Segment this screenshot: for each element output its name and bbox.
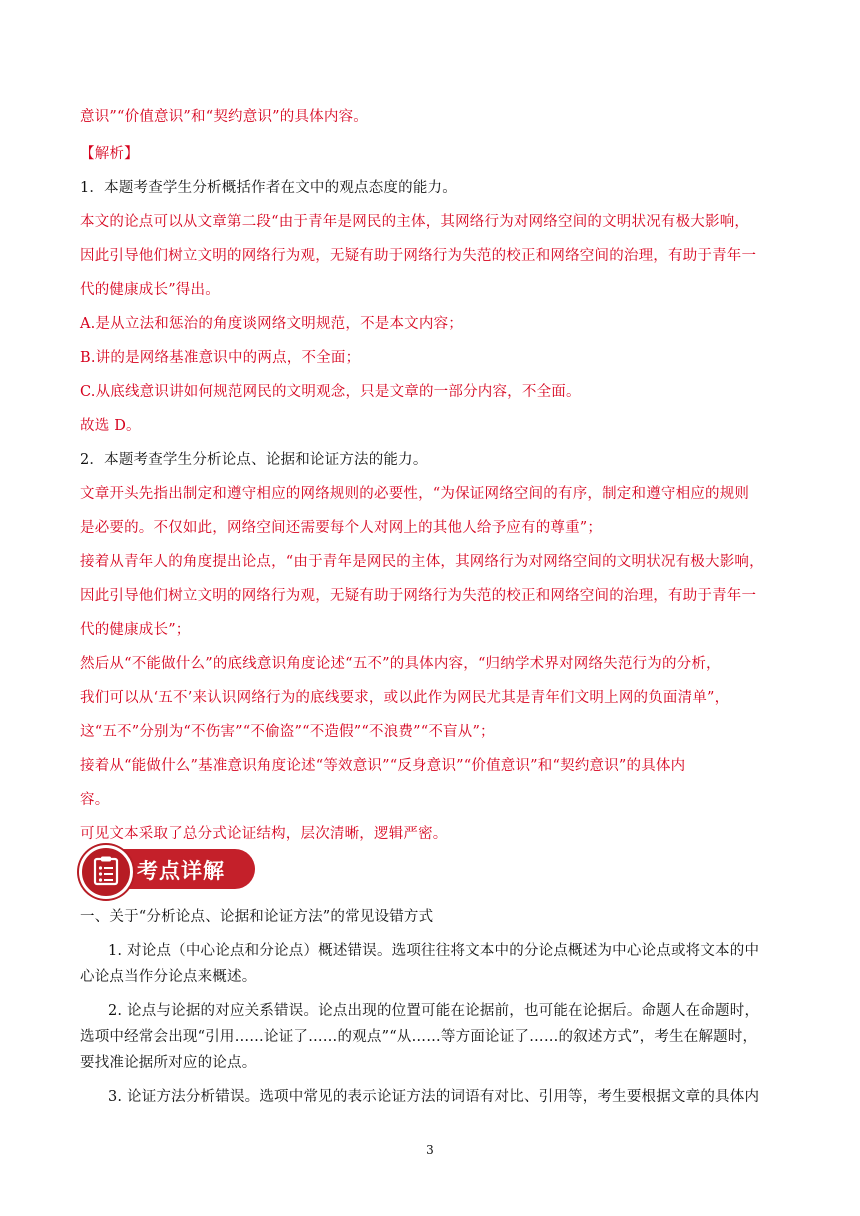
- analysis-option-a: A.是从立法和惩治的角度谈网络文明规范，不是本文内容；: [80, 316, 463, 332]
- analysis-line: 代的健康成长”得出。: [80, 282, 220, 298]
- details-point-3: 3. 论证方法分析错误。选项中常见的表示论证方法的词语有对比、引用等，考生要根据文章的具体内: [108, 1089, 760, 1105]
- analysis-question-2: 2．本题考查学生分析论点、论据和论证方法的能力。: [80, 452, 428, 468]
- analysis-line: 因此引导他们树立文明的网络行为观，无疑有助于网络行为失范的校正和网络空间的治理，有助于青年一: [80, 248, 757, 264]
- analysis-answer: 故选 D。: [80, 418, 141, 434]
- analysis-line: 接着从青年人的角度提出论点，“由于青年是网民的主体，其网络行为对网络空间的文明状况有极大影响，: [80, 554, 764, 570]
- analysis-question-1: 1．本题考查学生分析概括作者在文中的观点态度的能力。: [80, 180, 457, 196]
- details-heading: 一、关于“分析论点、论据和论证方法”的常见设错方式: [80, 909, 434, 925]
- analysis-line: 我们可以从‘五不’来认识网络行为的底线要求，或以此作为网民尤其是青年们文明上网的负面清单”，: [80, 690, 730, 706]
- clipboard-list-icon: [79, 845, 133, 899]
- analysis-line: 是必要的。不仅如此，网络空间还需要每个人对网上的其他人给予应有的尊重”；: [80, 520, 603, 536]
- details-line: 要找准论据所对应的论点。: [80, 1055, 257, 1071]
- analysis-option-b: B.讲的是网络基准意识中的两点，不全面；: [80, 350, 361, 366]
- details-point-1: 1. 对论点（中心论点和分论点）概述错误。选项往往将文本中的分论点概述为中心论点或将文本的中: [108, 943, 760, 959]
- analysis-line: 意识”“价值意识”和“契约意识”的具体内容。: [80, 109, 368, 125]
- analysis-line: 接着从“能做什么”基准意识角度论述“等效意识”“反身意识”“价值意识”和“契约意识”的具体内: [80, 758, 686, 774]
- analysis-line: 代的健康成长”；: [80, 622, 191, 638]
- details-point-2: 2. 论点与论据的对应关系错误。论点出现的位置可能在论据前，也可能在论据后。命题人在命题时，: [108, 1003, 760, 1019]
- analysis-line: 文章开头先指出制定和遵守相应的网络规则的必要性，“为保证网络空间的有序，制定和遵守相应的规则: [80, 486, 750, 502]
- analysis-conclusion: 可见文本采取了总分式论证结构，层次清晰，逻辑严密。: [80, 826, 448, 842]
- analysis-option-c: C.从底线意识讲如何规范网民的文明观念，只是文章的一部分内容，不全面。: [80, 384, 581, 400]
- details-line: 选项中经常会出现“引用……论证了……的观点”“从……等方面论证了……的叙述方式”，考生在解题时，: [80, 1029, 758, 1045]
- analysis-line: 本文的论点可以从文章第二段“由于青年是网民的主体，其网络行为对网络空间的文明状况有极大影响，: [80, 214, 750, 230]
- details-line: 心论点当作分论点来概述。: [80, 969, 257, 985]
- analysis-line: 因此引导他们树立文明的网络行为观，无疑有助于网络行为失范的校正和网络空间的治理，有助于青年一: [80, 588, 757, 604]
- page-number: 3: [426, 1143, 434, 1157]
- analysis-line: 这“五不”分别为“不伤害”“不偷盗”“不造假”“不浪费”“不盲从”；: [80, 724, 495, 740]
- section-banner: [79, 845, 255, 891]
- analysis-heading: 【解析】: [80, 146, 139, 162]
- banner-title: 考点详解: [137, 859, 225, 883]
- analysis-line: 容。: [80, 792, 110, 808]
- analysis-line: 然后从“不能做什么”的底线意识角度论述“五不”的具体内容，“归纳学术界对网络失范行为的分析，: [80, 656, 721, 672]
